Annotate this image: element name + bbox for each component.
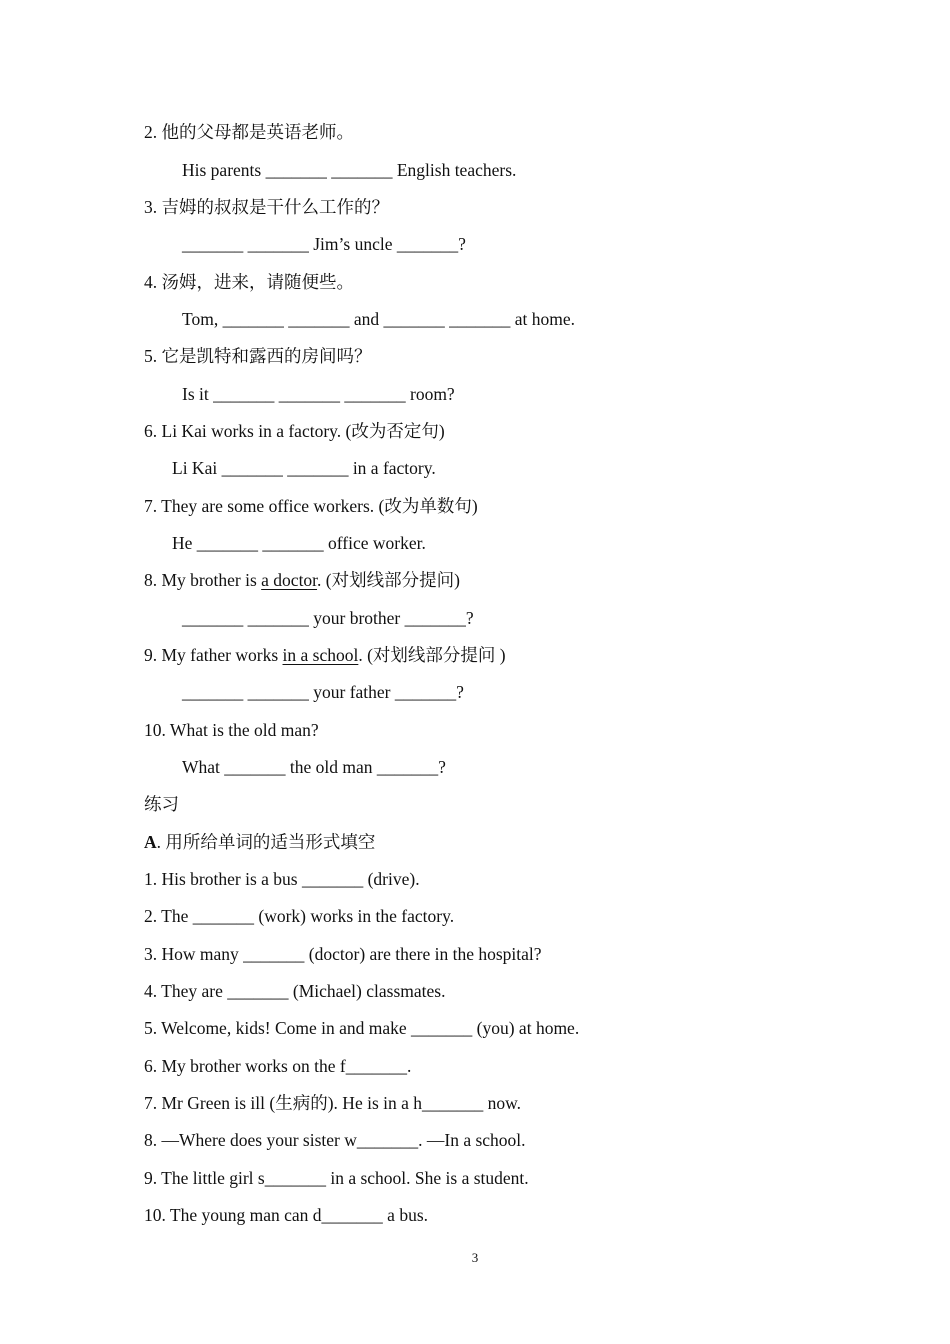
q2-english: His parents _______ _______ English teachers. (182, 160, 517, 180)
q5-chinese: 5. 它是凯特和露西的房间吗？ (144, 346, 372, 366)
practice-item: 2. The _______ (work) works in the factory. (144, 906, 455, 926)
q9-prompt-start: 9. My father works (144, 645, 283, 665)
practice-item: 9. The little girl s_______ in a school. She is a student. (144, 1168, 529, 1188)
q2-chinese: 2. 他的父母都是英语老师。 (144, 122, 354, 142)
practice-item: 10. The young man can d_______ a bus. (144, 1205, 429, 1225)
q8-prompt (144, 569, 460, 591)
q8-prompt-end: . (对划线部分提问) (317, 570, 460, 590)
q9-prompt-end: . (对划线部分提问 ) (358, 645, 506, 665)
q9-prompt (144, 644, 506, 666)
q8-underlined: a doctor (261, 570, 318, 590)
practice-item: 6. My brother works on the f_______. (144, 1056, 412, 1076)
practice-item: 4. They are _______ (Michael) classmates. (144, 981, 446, 1001)
q7-prompt: 7. They are some office workers. (改为单数句) (144, 496, 478, 516)
q8-prompt-start: 8. My brother is (144, 570, 262, 590)
practice-item: 3. How many _______ (doctor) are there in the hospital? (144, 944, 542, 964)
practice-item: 8. —Where does your sister w_______. —In a school. (144, 1130, 526, 1150)
part-a-instruction: . 用所给单词的适当形式填空 (156, 832, 376, 852)
practice-heading: 练习 (144, 794, 179, 814)
q10-prompt: 10. What is the old man? (144, 720, 319, 740)
page-number: 3 (471, 1250, 479, 1265)
q6-prompt: 6. Li Kai works in a factory. (改为否定句) (144, 421, 445, 441)
q4-english: Tom, _______ _______ and _______ _______ at home. (182, 309, 575, 329)
practice-item: 5. Welcome, kids! Come in and make _______ (you) at home. (144, 1018, 580, 1038)
q6-answer: Li Kai _______ _______ in a factory. (172, 458, 436, 478)
q3-chinese: 3. 吉姆的叔叔是干什么工作的？ (144, 197, 389, 217)
q7-answer: He _______ _______ office worker. (172, 533, 426, 553)
q5-english: Is it _______ _______ _______ room? (182, 384, 455, 404)
practice-item: 7. Mr Green is ill (生病的). He is in a h_______ now. (144, 1093, 522, 1113)
q4-chinese: 4. 汤姆，进来，请随便些。 (144, 272, 354, 292)
q10-answer: What _______ the old man _______? (182, 757, 446, 777)
part-a-label: A (144, 832, 157, 852)
part-a-title (144, 831, 375, 853)
q9-underlined: in a school (282, 645, 359, 665)
q8-answer: _______ _______ your brother _______? (182, 608, 474, 628)
practice-item: 1. His brother is a bus _______ (drive). (144, 869, 420, 889)
q3-english: _______ _______ Jim’s uncle _______? (182, 234, 466, 254)
q9-answer: _______ _______ your father _______? (182, 682, 464, 702)
